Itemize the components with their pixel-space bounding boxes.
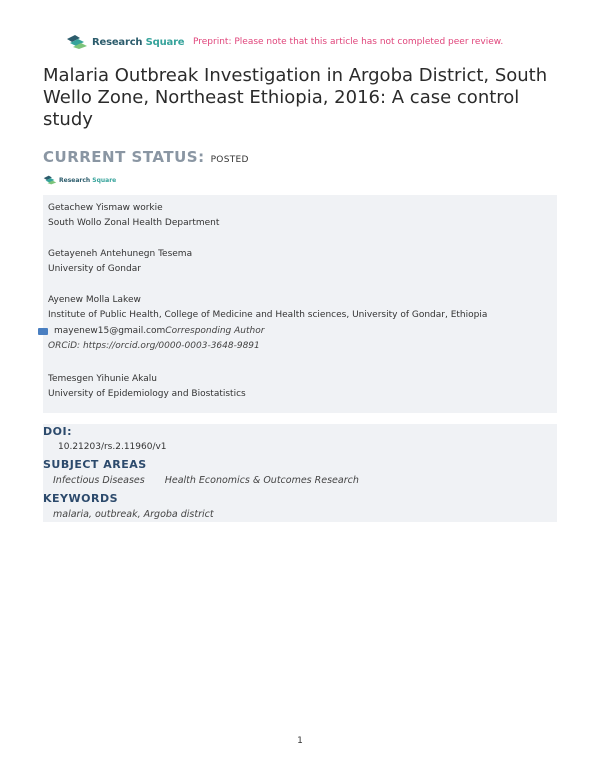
author-affiliation: South Wollo Zonal Health Department [48, 218, 220, 228]
subject-area-item[interactable]: Infectious Diseases [53, 475, 145, 486]
mail-icon [38, 328, 48, 335]
research-square-small-icon [43, 175, 57, 185]
preprint-note: Preprint: Please note that this article has not completed peer review. [193, 37, 504, 47]
corresponding-label: Corresponding Author [165, 326, 265, 336]
corresponding-email[interactable]: mayenew15@gmail.com [54, 326, 166, 336]
metadata-box [43, 424, 557, 522]
corresponding-email-row [38, 326, 264, 336]
author-entry [48, 372, 246, 402]
keywords-value: malaria, outbreak, Argoba district [53, 509, 214, 520]
keywords-heading: KEYWORDS [43, 492, 119, 505]
page-number: 1 [297, 736, 303, 746]
small-logo-text: Research Square [59, 176, 117, 184]
author-affiliation: Institute of Public Health, College of Medicine and Health sciences, University of Gondar, Ethiopia [48, 310, 488, 320]
status-label: CURRENT STATUS: [43, 148, 205, 166]
subject-areas-heading: SUBJECT AREAS [43, 458, 147, 471]
paper-title: Malaria Outbreak Investigation in Argoba District, South Wello Zone, Northeast Ethiopia, 2016: A case control study [43, 65, 548, 130]
author-entry [48, 247, 192, 277]
doi-heading: DOI: [43, 425, 72, 438]
author-entry [48, 201, 219, 231]
authors-box [43, 195, 557, 413]
doi-link[interactable]: 10.21203/rs.2.11960/v1 [58, 442, 167, 452]
page-header [66, 34, 540, 54]
author-name[interactable]: Getachew Yismaw workie [48, 203, 163, 213]
author-affiliation: University of Epidemiology and Biostatistics [48, 389, 246, 399]
orcid-link[interactable]: ORCiD: https://orcid.org/0000-0003-3648-9891 [48, 341, 260, 351]
subject-area-item[interactable]: Health Economics & Outcomes Research [164, 475, 359, 486]
research-square-logo[interactable] [66, 34, 184, 50]
author-name[interactable]: Ayenew Molla Lakew [48, 295, 141, 305]
author-affiliation: University of Gondar [48, 264, 141, 274]
author-name[interactable]: Temesgen Yihunie Akalu [48, 374, 157, 384]
current-status [43, 148, 249, 166]
subject-areas-list [53, 475, 379, 486]
research-square-logo-icon [66, 34, 88, 50]
author-entry [48, 293, 487, 323]
logo-text: Research Square [92, 36, 185, 48]
small-research-square-logo[interactable] [43, 175, 116, 185]
author-name[interactable]: Getayeneh Antehunegn Tesema [48, 249, 193, 259]
status-value: POSTED [210, 155, 249, 165]
